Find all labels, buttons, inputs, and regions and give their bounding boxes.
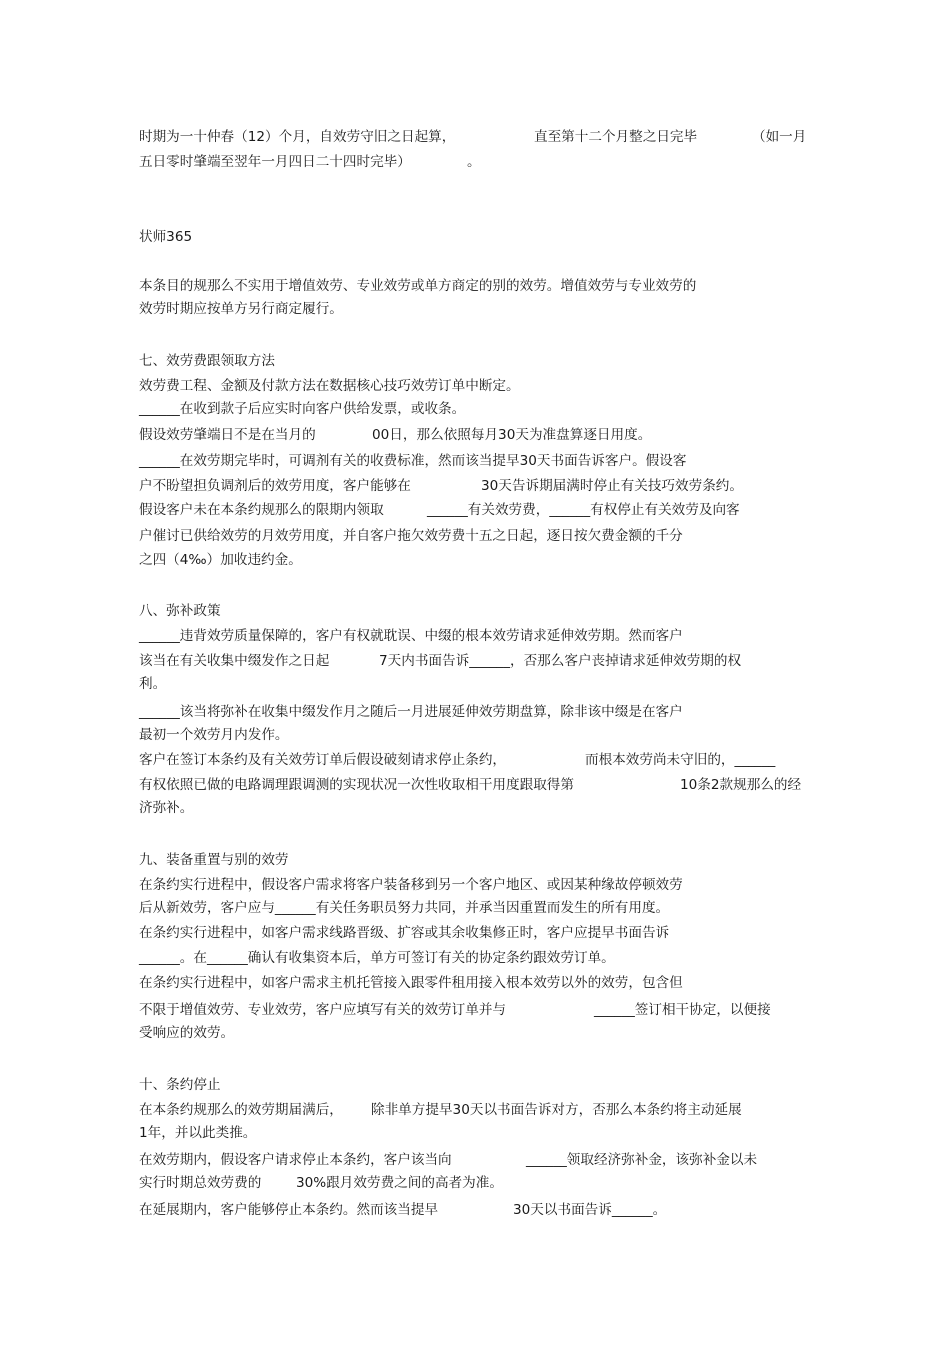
text-line: 八、弥补政策 [139, 603, 221, 619]
text-line: 在条约实行进程中，假设客户需求将客户装备移到另一个客户地区、或因某种缘故停顿效劳 [139, 877, 683, 893]
text-line: 不限于增值效劳、专业效劳，客户应填写有关的效劳订单并与 [139, 1002, 507, 1018]
text-line: （如一月 [752, 129, 807, 145]
text-line: 实行时期总效劳费的 [139, 1175, 262, 1191]
text-line: 在本条约规那么的效劳期届满后， [139, 1102, 343, 1118]
text-line: 五日零时肇端至翌年一月四日二十四时完毕） [139, 154, 411, 170]
text-line: 效劳费工程、金额及付款方法在数据核心技巧效劳订单中断定。 [139, 378, 520, 394]
text-line: 济弥补。 [139, 800, 194, 816]
text-line: ______在效劳期完毕时，可调剂有关的收费标准，然而该当提早30天书面告诉客户。假设客 [139, 453, 687, 469]
text-line: 后从新效劳，客户应与______有关任务职员努力共同，并承当因重置而发生的所有用度。 [139, 900, 670, 916]
text-line: 假设效劳肇端日不是在当月的 [139, 427, 316, 443]
text-line: 00日，那么依照每月30天为准盘算逐日用度。 [372, 427, 652, 443]
text-line: 户催讨已供给效劳的月效劳用度，并自客户拖欠效劳费十五之日起，逐日按欠费金额的千分 [139, 528, 683, 544]
text-line: ______该当将弥补在收集中缀发作月之随后一月进展延伸效劳期盘算，除非该中缀是在客户 [139, 704, 683, 720]
text-line: 1年，并以此类推。 [139, 1125, 257, 1141]
text-line: 利。 [139, 676, 167, 692]
text-line: 九、装备重置与别的效劳 [139, 852, 289, 868]
text-line: 最初一个效劳月内发作。 [139, 727, 289, 743]
text-line: 而根本效劳尚未守旧的，______ [585, 752, 776, 768]
text-line: 客户在签订本条约及有关效劳订单后假设破刻请求停止条约， [139, 752, 507, 768]
text-line: ______签订相干协定，以便接 [594, 1002, 771, 1018]
text-line: 除非单方提早30天以书面告诉对方，否那么本条约将主动延展 [371, 1102, 742, 1118]
text-line: 时期为一十仲春（12）个月，自效劳守旧之日起算， [139, 129, 456, 145]
text-line: 30天告诉期届满时停止有关技巧效劳条约。 [481, 478, 743, 494]
text-line: 假设客户未在本条约规那么的限期内领取 [139, 502, 384, 518]
text-line: 直至第十二个月整之日完毕 [534, 129, 698, 145]
text-line: ______违背效劳质量保障的，客户有权就耽误、中缀的根本效劳请求延伸效劳期。然而客户 [139, 628, 683, 644]
text-line: 在条约实行进程中，如客户需求线路晋级、扩容或其余收集修正时，客户应提早书面告诉 [139, 925, 670, 941]
text-line: 该当在有关收集中缀发作之日起 [139, 653, 330, 669]
text-line: ______。在______确认有收集资本后，单方可签订有关的协定条约跟效劳订单。 [139, 950, 615, 966]
text-line: 在延展期内，客户能够停止本条约。然而该当提早 [139, 1202, 439, 1218]
text-line: 30天以书面告诉______。 [513, 1202, 667, 1218]
text-line: 户不盼望担负调剂后的效劳用度，客户能够在 [139, 478, 411, 494]
text-line: 十、条约停止 [139, 1077, 221, 1093]
text-line: 30%跟月效劳费之间的高者为准。 [296, 1175, 503, 1191]
text-line: 效劳时期应按单方另行商定履行。 [139, 301, 343, 317]
text-line: ______有关效劳费，______有权停止有关效劳及向客 [427, 502, 740, 518]
text-line: 10条2款规那么的经 [680, 777, 802, 793]
text-line: 7天内书面告诉______，否那么客户丧掉请求延伸效劳期的权 [379, 653, 742, 669]
text-line: 之四（4‰）加收违约金。 [139, 552, 302, 568]
text-line: 在效劳期内，假设客户请求停止本条约，客户该当向 [139, 1152, 452, 1168]
text-line: 在条约实行进程中，如客户需求主机托管接入跟零件租用接入根本效劳以外的效劳，包含但 [139, 975, 683, 991]
text-line: 受响应的效劳。 [139, 1025, 235, 1041]
text-line: 。 [467, 154, 481, 170]
text-line: 七、效劳费跟领取方法 [139, 353, 275, 369]
text-line: 本条目的规那么不实用于增值效劳、专业效劳或单方商定的别的效劳。增值效劳与专业效劳的 [139, 278, 697, 294]
text-line: ______在收到款子后应实时向客户供给发票，或收条。 [139, 401, 466, 417]
text-line: 有权依照已做的电路调理跟调测的实现状况一次性收取相干用度跟取得第 [139, 777, 574, 793]
text-line: 状师365 [139, 229, 193, 245]
text-line: ______领取经济弥补金，该弥补金以未 [526, 1152, 758, 1168]
